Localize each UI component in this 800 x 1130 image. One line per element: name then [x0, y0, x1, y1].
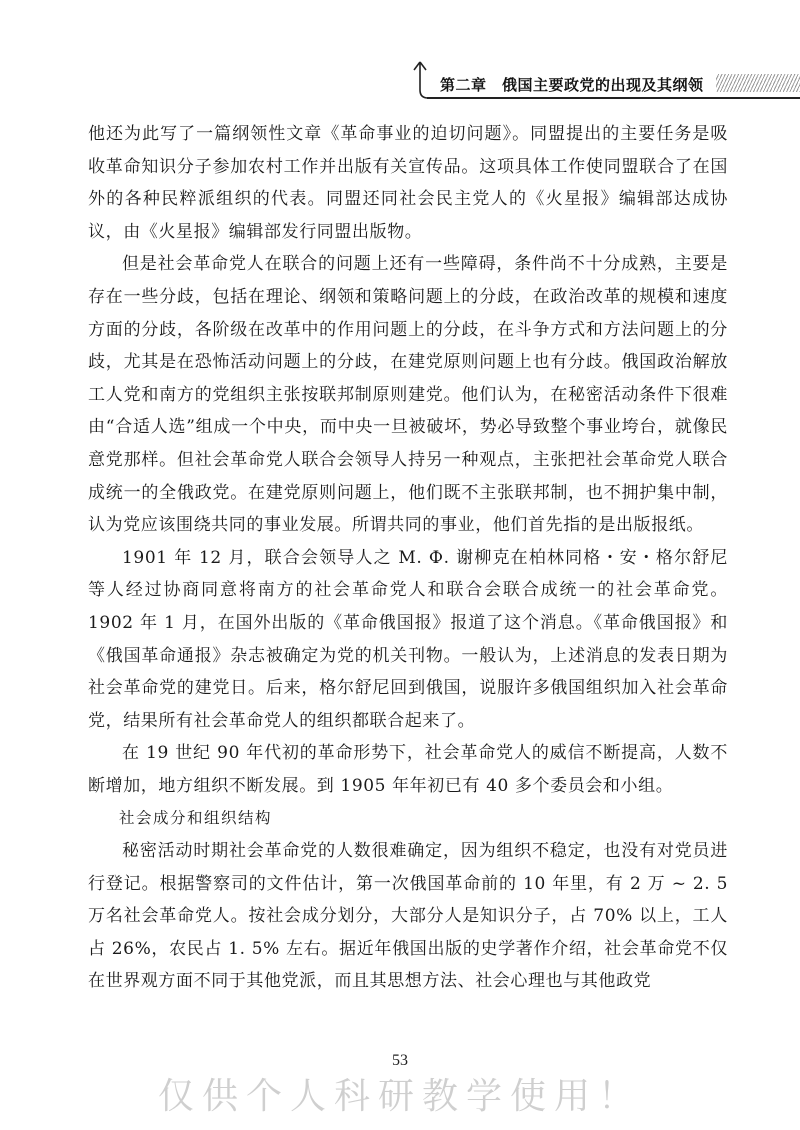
header-rule [427, 97, 800, 99]
paragraph: 但是社会革命党人在联合的问题上还有一些障碍，条件尚不十分成熟，主要是存在一些分歧，包括在理论、纲领和策略问题上的分歧，在政治改革的规模和速度方面的分歧，各阶级在改革中的作用问题上的分歧，在斗争方式和方法问题上的分歧，尤其是在恐怖活动问题上的分歧，在建党原则问题上也有分歧。俄国政治解放工人党和南方的党组织主张按联邦制原则建党。他们认为，在秘密活动条件下很难由“合适人选”组成一个中央，而中央一旦被破坏，势必导致整个事业垮台，就像民意党那样。但社会革命党人联合会领导人持另一种观点，主张把社会革命党人联合成统一的全俄政党。在建党原则问题上，他们既不主张联邦制，也不拥护集中制，认为党应该围绕共同的事业发展。所谓共同的事业，他们首先指的是出版报纸。 [88, 254, 728, 536]
chapter-title: 第二章 俄国主要政党的出现及其纲领 [440, 76, 704, 94]
up-arrow-icon [411, 60, 429, 100]
watermark: 仅供个人科研教学使用！ [157, 1076, 642, 1117]
section-subheading: 社会成分和组织结构 [119, 809, 273, 828]
paragraph: 在 19 世纪 90 年代初的革命形势下，社会革命党人的威信不断提高，人数不断增加，地方组织不断发展。到 1905 年年初已有 40 多个委员会和小组。 [88, 743, 728, 796]
paragraph-continued: 他还为此写了一篇纲领性文章《革命事业的迫切问题》。同盟提出的主要任务是吸收革命知识分子参加农村工作并出版有关宣传品。这项具体工作使同盟联合了在国外的各种民粹派组织的代表。同盟还同社会民主党人的《火星报》编辑部达成协议，由《火星报》编辑部发行同盟出版物。 [88, 124, 728, 242]
page-number: 53 [392, 1052, 408, 1069]
paragraph: 1901 年 12 月，联合会领导人之 M. Ф. 谢柳克在柏林同格・安・格尔舒尼等人经过协商同意将南方的社会革命党人和联合会联合成统一的社会革命党。1902 年 1 月，在国外出版的《革命俄国报》报道了这个消息。《革命俄国报》和《俄国革命通报》杂志被确定为党的机关刊物。一般认为，上述消息的发表日期为社会革命党的建党日。后来，格尔舒尼回到俄国，说服许多俄国组织加入社会革命党，结果所有社会革命党人的组织都联合起来了。 [88, 547, 728, 731]
page-body [88, 118, 728, 998]
running-header [0, 0, 800, 110]
paragraph: 秘密活动时期社会革命党的人数很难确定，因为组织不稳定，也没有对党员进行登记。根据警察司的文件估计，第一次俄国革命前的 10 年里，有 2 万 ~ 2. 5 万名社会革命党人。按社会成分划分，大部分人是知识分子，占 70% 以上，工人占 26%，农民占 1. 5% 左右。据近年俄国出版的史学著作介绍，社会革命党不仅在世界观方面不同于其他党派，而且其思想方法、社会心理也与其他政党 [88, 841, 728, 992]
header-hatch-decoration [716, 74, 800, 92]
